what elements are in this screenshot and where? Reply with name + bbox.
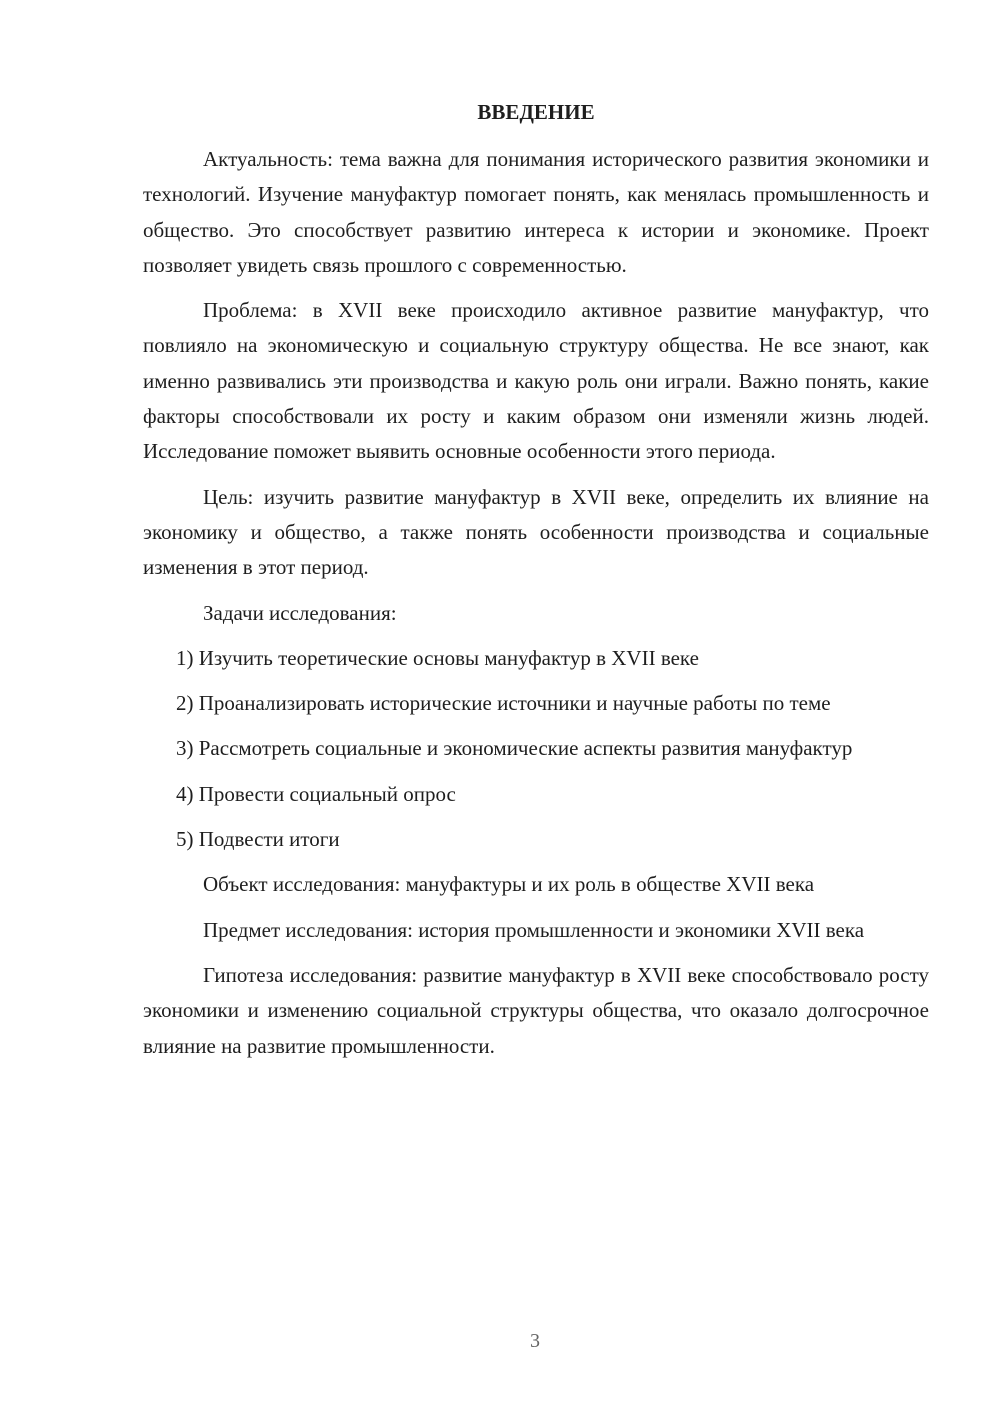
- page-number: 3: [530, 1330, 540, 1352]
- tasks-heading: Задачи исследования:: [203, 600, 397, 625]
- task-item: 2) Проанализировать исторические источники и научные работы по теме: [176, 691, 831, 716]
- task-item: 3) Рассмотреть социальные и экономические аспекты развития мануфактур: [176, 736, 853, 761]
- object-paragraph: Объект исследования: мануфактуры и их роль в обществе XVII века: [203, 872, 815, 897]
- problem-paragraph: Проблема: в XVII веке происходило активное развитие мануфактур, что повлияло на экономическую и социальную структуру общества. Не все знают, как именно развивались эти производства и какую роль они играли. Важно понять, какие факторы способствовали их росту и каким образом они изменяли жизнь людей. Исследование поможет выявить основные особенности этого периода.: [143, 298, 929, 464]
- relevance-paragraph: Актуальность: тема важна для понимания исторического развития экономики и технологий. Изучение мануфактур помогает понять, как менялась промышленность и общество. Это способствует развитию интереса к истории и экономике. Проект позволяет увидеть связь прошлого с современностью.: [143, 147, 929, 277]
- task-item: 4) Провести социальный опрос: [176, 781, 456, 806]
- page-content: [143, 95, 929, 1074]
- task-item: 5) Подвести итоги: [176, 827, 340, 852]
- subject-paragraph: Предмет исследования: история промышленности и экономики XVII века: [203, 917, 865, 942]
- goal-paragraph: Цель: изучить развитие мануфактур в XVII веке, определить их влияние на экономику и общество, а также понять особенности производства и социальные изменения в этот период.: [143, 484, 929, 580]
- task-item: 1) Изучить теоретические основы мануфактур в XVII веке: [176, 645, 699, 670]
- section-title: ВВЕДЕНИЕ: [477, 100, 595, 124]
- hypothesis-paragraph: Гипотеза исследования: развитие мануфактур в XVII веке способствовало росту экономики и изменению социальной структуры общества, что оказало долгосрочное влияние на развитие промышленности.: [143, 962, 929, 1058]
